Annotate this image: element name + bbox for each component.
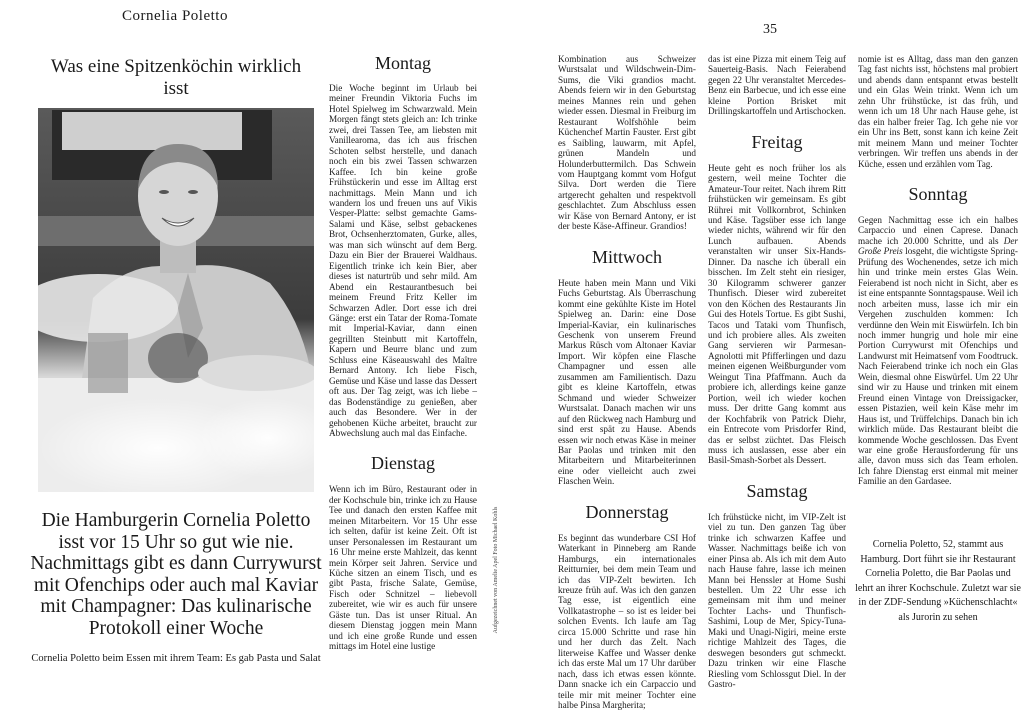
day-text-dienstag-part2: Kombination aus Schweizer Wurstsalat und Wildschwein-Dim-Sums, die Viki grandios macht. Abends feiern wir in den Geburtstag meines Mannes rein und gehen wieder essen. Diesmal in Freiburg im Restaurant Wolfshöhle beim Küchenchef Martin Fauster. Erst gibt es Saibling, lauwarm, mit Apfel, grünen Mandeln und Holunderbuttermilch. Das Schwein vom Hauptgang kommt vom Hofgut Silva. Dort werden die Tiere artgerecht gehalten und respektvoll geschlachtet. Zum Abschluss essen wir Käse von Bernard Antony, er ist der beste Käse-Affineur. Grandios! bbox=[558, 54, 696, 232]
column-2 bbox=[558, 54, 696, 710]
running-head: Cornelia Poletto bbox=[122, 8, 228, 24]
day-title-sonntag: Sonntag bbox=[908, 183, 968, 204]
column-1 bbox=[329, 52, 477, 652]
lead-paragraph: Die Hamburgerin Cornelia Poletto isst vor 15 Uhr so gut wie nie. Nachmittags gibt es dann Currywurst mit Ofenchips oder auch mal Kaviar mit Champagner: Das kulinarische Protokoll einer Woche bbox=[30, 510, 322, 639]
day-text-samstag-part1: Ich frühstücke nicht, im VIP-Zelt ist viel zu tun. Den ganzen Tag über trinke ich schwarzen Kaffee und Wasser. Nachmittags beiße ich von einer Pinsa ab. Als ich mit dem Auto nach Hause fahre, lasse ich meinen Mann bei Henssler at Home Sushi bestellen. Um 22 Uhr esse ich gemeinsam mit ihm und meiner Tochter Lachs- und Thunfisch-Sashimi, Loup de Mer, Spicy-Tuna-Maki und Unagi-Nigiri, meine erste richtige Mahlzeit des Tages, die deswegen besonders gut schmeckt. Dazu trinken wir eine Flasche Riesling vom Schlossgut Diel. In der Gastro- bbox=[708, 511, 846, 690]
day-text-sonntag bbox=[858, 215, 1018, 487]
day-title-dienstag: Dienstag bbox=[371, 453, 435, 474]
day-text-dienstag-part1: Wenn ich im Büro, Restaurant oder in der Kochschule bin, trinke ich zu Hause Tee und danach den ersten Kaffee mit meinen Mitarbeitern. Vor 15 Uhr esse ich selten, dafür ist keine Zeit. Oft ist unser Personalessen im Restaurant um 16 Uhr meine erste Mahlzeit, das kennt mein Körper seit Jahren. Service und Küche sitzen an einem Tisch, und es gibt Pasta, frische Salate, Gemüse, Fisch oder Schnitzel – liebevoll zubereitet, wie wir es auch für unsere Gäste tun. Das ist unser Ritual. An diesem Dienstag joggen mein Mann und ich eine große Runde und essen mittags im Hotel eine lustige bbox=[329, 484, 477, 652]
day-text-mittwoch: Heute haben mein Mann und Viki Fuchs Geburtstag. Als Überraschung kommt eine gekühlte Kiste im Hotel Spielweg an. Darin: eine Dose Imperial-Kaviar, ein kulinarisches Geschenk von unserem Freund Markus Rüsch vom Altonaer Kaviar Import. Wir köpfen eine Flasche Champagner und essen alle zusammen am Familientisch. Dazu gibt es kleine Kartoffeln, etwas Schmand und wieder Schweizer Wurstsalat. Danach machen wir uns auf den Rückweg nach Hamburg und sind erst spät zu Hause. Abends essen wir noch etwas Käse in meiner Bar Paolas und trinken mit den Mitarbeitern und Mitarbeiterinnen eine oder vielleicht auch zwei Flaschen Wein. bbox=[558, 277, 696, 487]
day-text-donnerstag-part2: das ist eine Pizza mit einem Teig auf Sauerteig-Basis. Nach Feierabend gegen 22 Uhr veranstaltet Mercedes-Benz ein Barbecue, und ich esse eine kleine Portion Brisket mit Drillingskartoffeln und Artischocken. bbox=[708, 54, 846, 117]
photo-caption: Cornelia Poletto beim Essen mit ihrem Team: Es gab Pasta und Salat bbox=[31, 653, 321, 664]
sonntag-text-b: losgeht, die wichtigste Spring-Prüfung des Wochenendes, setze ich mich hin und trinke mein erstes Glas Wein. Feierabend ist noch nicht in Sicht, aber es ist eine entspannte Sonntagspause. Weil ich noch arbeiten muss, lasse ich mir ein Vergehen zuschulden kommen: Ich verdünne den Wein mit Eiswürfeln. Ich bin noch immer hungrig und hole mir eine Portion Currywurst mit Ofenchips und Landwurst mit Heimatsenf vom Foodtruck. Nach Feierabend trinke ich noch ein Glas Wein, diesmal ohne Eiswürfel. Um 22 Uhr sind wir zu Hause und trinken mit einem Freund einen Vintage von Dreissigacker, essen Pistazien, weil kein Käse mehr im Haus ist, und Trüffelchips. Danach bin ich wirklich müde. Das Restaurant bleibt die kommende Woche geschlossen. Das Event war eine große Herausforderung für uns alle, davon muss sich das Team erholen. Ich fahre Dienstag erst einmal mit meiner Familie an den Gardasee. bbox=[858, 246, 1018, 487]
article-headline: Was eine Spitzenköchin wirklich isst bbox=[50, 56, 302, 99]
author-bio: Cornelia Poletto, 52, stammt aus Hamburg. Dort führt sie ihr Restaurant Cornelia Poletto, die Bar Paolas und lehrt an ihrer Kochschule. Zuletzt war sie in der ZDF-Sendung »Küchenschlacht« als Jurorin zu sehen bbox=[855, 539, 1021, 623]
day-title-donnerstag: Donnerstag bbox=[585, 501, 669, 522]
portrait-photo bbox=[38, 108, 314, 492]
day-text-montag: Die Woche beginnt im Urlaub bei meiner Freundin Viktoria Fuchs im Hotel Spielweg im Schwarzwald. Mein Morgen fängt stets gleich an: Ich trinke zwei, drei Tassen Tee, am liebsten mit Vanillearoma, das ich aus frischen Schoten selbst herstelle, und danach noch ein bis zwei Tassen schwarzen Kaffee. Ich bin keine große Frühstückerin und esse im Alltag erst nachmittags. Mein Mann und ich wandern los und freuen uns auf Vikis Vesper-Platte: selbst gemachte Gams-Salami und Käse, selbst gebackenes Brot, Ochsenherztomaten, Gurke, alles, was man sich wünscht auf dem Berg. Dazu ein Bier der Brauerei Waldhaus. Eigentlich trinke ich kein Bier, aber dieses ist naturtrüb und sehr mild. Am Abend ein Restaurantbesuch bei meinem Freund Fritz Keller im Schwarzen Adler. Dort esse ich drei Gänge: erst ein Tatar der Roma-Tomate mit Imperial-Kaviar, dann einen gegrillten Steinbutt mit Kartoffeln, Kapern und Beurre blanc und zum Schluss eine Käseauswahl des Maître Bernard Antony. Ich liebe Fisch, Gemüse und Käse und lasse das Dessert oft aus. Der Tag zeigt, was ich liebe – das Bodenständige zu genießen, aber auch das Besondere. Wer in der gehobenen Küche arbeitet, braucht zur Abwechslung auch mal das Einfache. bbox=[329, 83, 477, 438]
day-title-samstag: Samstag bbox=[746, 480, 808, 501]
day-text-freitag: Heute geht es noch früher los als gestern, weil meine Tochter die Amateur-Tour reitet. Nach ihrem Ritt frühstücken wir gemeinsam. Es gibt Rührei mit Vollkornbrot, Schinken und Käse. Tagsüber esse ich lange wieder nichts, während wir für den Lunch aufbauen. Abends veranstalten wir unser Six-Hands-Dinner. Da nasche ich überall ein bisschen. Im Zelt steht ein riesiger, 30 Kilogramm schwerer ganzer Thunfisch. Dieser wird zubereitet von den Köchen des Restaurants Jin Gui des Hotels Tortue. Es gibt Sushi, Tacos und Tataki vom Thunfisch, und ich probiere alles. Als zweiten Gang servieren wir Parmesan-Agnolotti mit Pfifferlingen und dazu meinen eigenen Weißburgunder vom Weingut Tina Pfaffmann. Auch da probiere ich, allerdings keine ganze Portion, weil ich wieder kochen muss. Der dritte Gang kommt aus der Kochfabrik von Patrick Diehr, ein Entrecote vom Prisdorfer Rind, das er selbst züchtet. Das Fleisch muss ich auslassen, esse aber ein Basil-Smash-Sorbet als Dessert. bbox=[708, 162, 846, 466]
day-title-freitag: Freitag bbox=[751, 131, 803, 152]
photo-credit bbox=[486, 500, 506, 640]
column-3 bbox=[708, 54, 846, 690]
page-number: 35 bbox=[763, 22, 777, 37]
sonntag-event-name: Der Große Preis bbox=[858, 235, 1018, 257]
column-4 bbox=[858, 54, 1018, 487]
credit-text: Aufgezeichnet von Amelie Apel Foto Michael Kohls bbox=[493, 506, 499, 634]
day-title-montag: Montag bbox=[375, 53, 431, 73]
day-text-samstag-part2: nomie ist es Alltag, dass man den ganzen Tag fast nichts isst, höchstens mal probiert und abends dann entspannt etwas bestellt und ein Glas Wein trinkt. Wenn ich um zehn Uhr frühstücke, ist das früh, und wenn ich um 18 Uhr nach Hause gehe, ist das ein halber freier Tag. Ich gehe nie vor ein Uhr ins Bett, sonst kann ich keine Zeit mit meinem Mann und meiner Tochter verbringen. Wir treffen uns abends in der Küche, essen und erzählen vom Tag. bbox=[858, 54, 1018, 169]
day-text-donnerstag-part1: Es beginnt das wunderbare CSI Hof Waterkant in Pinneberg am Rande Hamburgs, ein internationales Reitturnier, bei dem mein Team und ich das VIP-Zelt bewirten. Ich kreuze früh auf. Was ich den ganzen Tag esse, ist eigentlich eine Vollkatastrophe – so ist es leider bei solchen Events. Ich laufe am Tag circa 15.000 Schritte und rase hin und her durch das Zelt. Nach literweise Kaffee und Wasser denke ich das erste Mal um 17 Uhr darüber nach, dass ich etwas essen könnte. Dann snacke ich ein Carpaccio und teile mir mit meiner Tochter eine halbe Pinsa Margherita; bbox=[558, 532, 696, 710]
day-title-mittwoch: Mittwoch bbox=[592, 246, 662, 267]
sonntag-text-a: Gegen Nachmittag esse ich ein halbes Carpaccio und einen Caprese. Danach mache ich 20.000 Schritte, und als bbox=[858, 214, 1018, 246]
